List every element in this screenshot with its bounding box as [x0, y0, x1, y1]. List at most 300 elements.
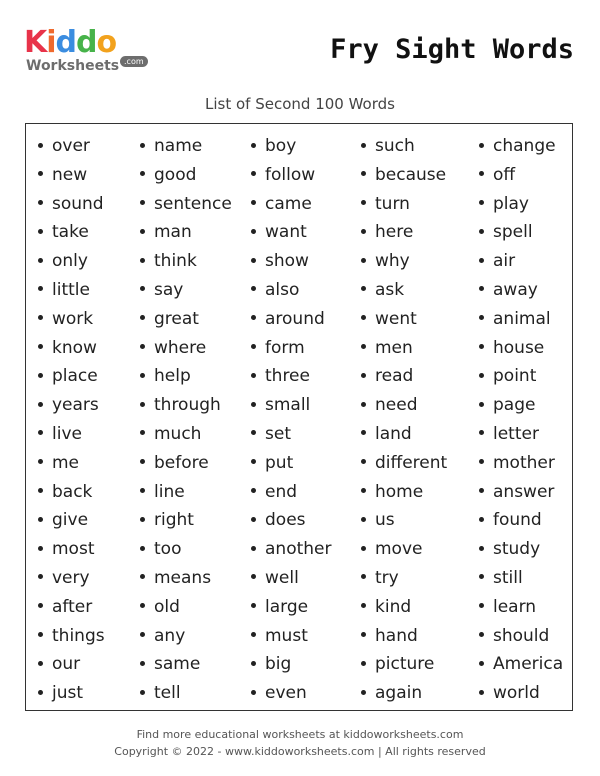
word-item	[38, 535, 105, 564]
word-item	[251, 247, 331, 276]
word-text: change	[493, 136, 556, 156]
word-item	[251, 650, 331, 679]
word-item	[38, 622, 105, 651]
word-text: back	[52, 481, 93, 502]
word-item	[479, 535, 563, 564]
word-text: came	[265, 193, 312, 214]
word-item	[38, 190, 105, 219]
word-item	[361, 362, 447, 391]
bullet-icon	[479, 344, 484, 349]
word-item	[479, 218, 563, 247]
word-item	[140, 679, 232, 708]
word-item	[361, 190, 447, 219]
word-text: because	[375, 164, 447, 185]
word-item	[38, 391, 105, 420]
bullet-icon	[361, 373, 366, 378]
bullet-icon	[479, 315, 484, 320]
word-item	[38, 305, 105, 334]
bullet-icon	[251, 546, 256, 551]
bullet-icon	[361, 546, 366, 551]
word-text: play	[493, 193, 529, 214]
bullet-icon	[251, 632, 256, 637]
bullet-icon	[361, 488, 366, 493]
word-text: study	[493, 539, 541, 560]
kiddo-logo	[24, 25, 144, 74]
word-item	[361, 161, 447, 190]
bullet-icon	[38, 430, 43, 435]
word-item	[479, 650, 563, 679]
bullet-icon	[140, 574, 145, 579]
word-item	[361, 247, 447, 276]
word-item	[361, 535, 447, 564]
word-item	[479, 506, 563, 535]
word-item	[479, 478, 563, 507]
bullet-icon	[251, 171, 256, 176]
word-text: before	[154, 452, 209, 473]
word-text: another	[265, 539, 332, 560]
bullet-icon	[38, 546, 43, 551]
word-text: found	[493, 510, 542, 531]
word-item	[479, 362, 563, 391]
word-item	[361, 391, 447, 420]
word-item	[251, 622, 331, 651]
word-text: large	[265, 596, 309, 617]
bullet-icon	[479, 373, 484, 378]
page-title: Fry Sight Words	[330, 34, 574, 65]
word-text: ask	[375, 279, 405, 300]
word-item	[140, 391, 232, 420]
word-text: me	[52, 452, 80, 473]
bullet-icon	[361, 517, 366, 522]
word-item	[38, 362, 105, 391]
bullet-icon	[140, 661, 145, 666]
word-list-box	[25, 123, 573, 711]
word-item	[251, 506, 331, 535]
bullet-icon	[361, 171, 366, 176]
word-text: sound	[52, 193, 104, 214]
word-text: old	[154, 596, 180, 617]
word-text: help	[154, 366, 191, 387]
word-text: why	[375, 251, 410, 272]
word-text: means	[154, 567, 212, 588]
bullet-icon	[479, 603, 484, 608]
word-text: try	[375, 567, 399, 588]
word-item	[361, 679, 447, 708]
word-item	[479, 161, 563, 190]
list-subtitle: List of Second 100 Words	[205, 95, 395, 113]
word-item	[38, 247, 105, 276]
bullet-icon	[251, 459, 256, 464]
word-column	[38, 132, 105, 708]
bullet-icon	[140, 488, 145, 493]
word-item	[361, 564, 447, 593]
word-text: off	[493, 164, 516, 185]
bullet-icon	[361, 632, 366, 637]
word-text: read	[375, 366, 414, 387]
word-text: again	[375, 683, 423, 704]
bullet-icon	[38, 574, 43, 579]
word-item	[140, 334, 232, 363]
word-text: away	[493, 279, 538, 300]
word-item	[140, 218, 232, 247]
bullet-icon	[140, 402, 145, 407]
word-text: turn	[375, 193, 410, 214]
word-item	[361, 506, 447, 535]
logo-text	[24, 25, 119, 60]
word-item	[479, 132, 563, 161]
bullet-icon	[361, 229, 366, 234]
bullet-icon	[479, 661, 484, 666]
word-item	[361, 218, 447, 247]
word-text: house	[493, 337, 545, 358]
word-item	[38, 218, 105, 247]
bullet-icon	[479, 690, 484, 695]
bullet-icon	[38, 632, 43, 637]
word-text: same	[154, 654, 201, 675]
word-column	[251, 132, 331, 708]
bullet-icon	[251, 344, 256, 349]
word-item	[38, 420, 105, 449]
word-item	[38, 564, 105, 593]
word-text: line	[154, 481, 185, 502]
bullet-icon	[479, 402, 484, 407]
word-item	[361, 593, 447, 622]
word-text: still	[493, 567, 523, 588]
word-text: boy	[265, 136, 297, 156]
word-text: after	[52, 596, 93, 617]
word-text: point	[493, 366, 537, 387]
word-text: say	[154, 279, 184, 300]
bullet-icon	[140, 200, 145, 205]
bullet-icon	[251, 661, 256, 666]
bullet-icon	[251, 143, 256, 148]
word-text: know	[52, 337, 97, 358]
word-item	[479, 420, 563, 449]
bullet-icon	[479, 546, 484, 551]
word-text: went	[375, 308, 417, 329]
word-item	[479, 679, 563, 708]
bullet-icon	[38, 690, 43, 695]
word-text: men	[375, 337, 413, 358]
bullet-icon	[251, 517, 256, 522]
logo-subtext: Worksheets	[26, 58, 120, 74]
word-text: through	[154, 395, 221, 416]
bullet-icon	[140, 430, 145, 435]
bullet-icon	[38, 286, 43, 291]
bullet-icon	[361, 459, 366, 464]
word-text: sentence	[154, 193, 232, 214]
word-item	[251, 218, 331, 247]
bullet-icon	[251, 574, 256, 579]
word-text: live	[52, 423, 82, 444]
footer-line-1: Find more educational worksheets at kiddoworksheets.com	[136, 728, 464, 741]
bullet-icon	[479, 258, 484, 263]
word-item	[251, 478, 331, 507]
word-item	[251, 334, 331, 363]
bullet-icon	[140, 546, 145, 551]
bullet-icon	[479, 286, 484, 291]
word-item	[140, 362, 232, 391]
word-text: want	[265, 222, 307, 243]
word-text: new	[52, 164, 88, 185]
word-item	[140, 276, 232, 305]
word-text: well	[265, 567, 299, 588]
word-text: over	[52, 136, 90, 156]
word-text: put	[265, 452, 294, 473]
logo-letter: o	[96, 25, 117, 60]
word-item	[251, 449, 331, 478]
logo-letter: K	[24, 25, 47, 60]
bullet-icon	[140, 315, 145, 320]
word-text: letter	[493, 423, 539, 444]
word-text: also	[265, 279, 300, 300]
word-text: follow	[265, 164, 316, 185]
word-text: where	[154, 337, 207, 358]
word-item	[251, 161, 331, 190]
word-item	[140, 478, 232, 507]
bullet-icon	[140, 373, 145, 378]
word-text: most	[52, 539, 95, 560]
word-item	[251, 132, 331, 161]
word-item	[361, 305, 447, 334]
word-text: need	[375, 395, 418, 416]
word-item	[140, 305, 232, 334]
word-text: different	[375, 452, 448, 473]
word-text: even	[265, 683, 307, 704]
word-text: form	[265, 337, 305, 358]
bullet-icon	[479, 459, 484, 464]
bullet-icon	[251, 286, 256, 291]
word-item	[38, 132, 105, 161]
word-item	[479, 449, 563, 478]
word-text: think	[154, 251, 197, 272]
word-text: learn	[493, 596, 537, 617]
bullet-icon	[251, 229, 256, 234]
word-text: any	[154, 625, 186, 646]
bullet-icon	[361, 344, 366, 349]
word-text: our	[52, 654, 81, 675]
word-item	[38, 276, 105, 305]
word-item	[479, 564, 563, 593]
bullet-icon	[361, 574, 366, 579]
word-item	[140, 622, 232, 651]
word-text: world	[493, 683, 540, 704]
bullet-icon	[479, 574, 484, 579]
bullet-icon	[479, 430, 484, 435]
bullet-icon	[38, 459, 43, 464]
bullet-icon	[38, 344, 43, 349]
word-item	[140, 132, 232, 161]
bullet-icon	[38, 258, 43, 263]
logo-letter: d	[76, 25, 97, 60]
logo-letter: i	[46, 25, 56, 60]
word-text: man	[154, 222, 192, 243]
word-text: America	[493, 654, 564, 675]
word-text: here	[375, 222, 414, 243]
word-column	[140, 132, 232, 708]
word-item	[251, 305, 331, 334]
bullet-icon	[38, 373, 43, 378]
bullet-icon	[38, 517, 43, 522]
bullet-icon	[251, 430, 256, 435]
word-column	[361, 132, 447, 708]
word-text: should	[493, 625, 550, 646]
word-item	[479, 391, 563, 420]
bullet-icon	[38, 661, 43, 666]
bullet-icon	[38, 143, 43, 148]
bullet-icon	[479, 200, 484, 205]
word-text: kind	[375, 596, 412, 617]
word-text: very	[52, 567, 90, 588]
word-text: home	[375, 481, 424, 502]
word-text: page	[493, 395, 536, 416]
bullet-icon	[38, 488, 43, 493]
bullet-icon	[140, 143, 145, 148]
word-text: air	[493, 251, 516, 272]
word-item	[140, 420, 232, 449]
word-item	[38, 506, 105, 535]
word-item	[361, 449, 447, 478]
bullet-icon	[251, 315, 256, 320]
word-item	[479, 622, 563, 651]
bullet-icon	[140, 632, 145, 637]
word-text: much	[154, 423, 202, 444]
bullet-icon	[361, 258, 366, 263]
bullet-icon	[361, 315, 366, 320]
word-text: picture	[375, 654, 435, 675]
word-item	[38, 478, 105, 507]
word-text: take	[52, 222, 89, 243]
word-item	[251, 362, 331, 391]
word-item	[479, 593, 563, 622]
word-text: big	[265, 654, 292, 675]
bullet-icon	[38, 402, 43, 407]
bullet-icon	[361, 661, 366, 666]
word-text: only	[52, 251, 88, 272]
word-text: place	[52, 366, 98, 387]
bullet-icon	[251, 690, 256, 695]
word-text: three	[265, 366, 310, 387]
word-item	[361, 420, 447, 449]
word-item	[38, 679, 105, 708]
bullet-icon	[251, 488, 256, 493]
word-item	[479, 190, 563, 219]
word-item	[479, 276, 563, 305]
bullet-icon	[361, 143, 366, 148]
word-item	[38, 161, 105, 190]
word-item	[479, 247, 563, 276]
bullet-icon	[251, 402, 256, 407]
word-item	[361, 650, 447, 679]
word-item	[251, 679, 331, 708]
word-text: years	[52, 395, 99, 416]
word-text: end	[265, 481, 298, 502]
bullet-icon	[38, 200, 43, 205]
word-text: us	[375, 510, 395, 531]
bullet-icon	[479, 229, 484, 234]
word-text: does	[265, 510, 306, 531]
bullet-icon	[361, 690, 366, 695]
bullet-icon	[361, 603, 366, 608]
word-item	[140, 190, 232, 219]
word-item	[251, 593, 331, 622]
logo-letter: d	[55, 25, 77, 60]
word-item	[479, 334, 563, 363]
bullet-icon	[38, 315, 43, 320]
bullet-icon	[140, 286, 145, 291]
word-item	[361, 132, 447, 161]
bullet-icon	[140, 459, 145, 464]
word-item	[38, 449, 105, 478]
bullet-icon	[38, 229, 43, 234]
word-text: name	[154, 136, 203, 156]
word-text: such	[375, 136, 415, 156]
bullet-icon	[361, 200, 366, 205]
bullet-icon	[251, 603, 256, 608]
word-text: give	[52, 510, 89, 531]
word-item	[140, 593, 232, 622]
footer-line-2: Copyright © 2022 - www.kiddoworksheets.com | All rights reserved	[114, 745, 486, 758]
word-item	[361, 276, 447, 305]
bullet-icon	[251, 258, 256, 263]
word-item	[38, 334, 105, 363]
bullet-icon	[140, 171, 145, 176]
word-item	[38, 593, 105, 622]
bullet-icon	[251, 200, 256, 205]
logo-com: .com	[120, 56, 148, 67]
bullet-icon	[251, 373, 256, 378]
bullet-icon	[140, 344, 145, 349]
word-column	[479, 132, 563, 708]
bullet-icon	[479, 488, 484, 493]
bullet-icon	[479, 517, 484, 522]
word-item	[38, 650, 105, 679]
word-text: around	[265, 308, 325, 329]
word-item	[361, 622, 447, 651]
word-item	[251, 535, 331, 564]
word-text: move	[375, 539, 423, 560]
word-item	[251, 391, 331, 420]
word-item	[479, 305, 563, 334]
word-text: tell	[154, 683, 181, 704]
bullet-icon	[140, 258, 145, 263]
word-item	[140, 247, 232, 276]
footer	[0, 726, 600, 760]
word-item	[140, 564, 232, 593]
bullet-icon	[38, 171, 43, 176]
word-item	[251, 276, 331, 305]
word-text: right	[154, 510, 194, 531]
bullet-icon	[361, 402, 366, 407]
bullet-icon	[479, 171, 484, 176]
word-text: good	[154, 164, 197, 185]
word-text: spell	[493, 222, 533, 243]
word-item	[251, 190, 331, 219]
word-item	[251, 420, 331, 449]
bullet-icon	[38, 603, 43, 608]
word-text: hand	[375, 625, 418, 646]
word-item	[361, 334, 447, 363]
word-item	[140, 650, 232, 679]
bullet-icon	[479, 143, 484, 148]
bullet-icon	[140, 690, 145, 695]
word-item	[251, 564, 331, 593]
word-text: little	[52, 279, 90, 300]
bullet-icon	[479, 632, 484, 637]
word-text: show	[265, 251, 309, 272]
word-text: animal	[493, 308, 551, 329]
word-text: things	[52, 625, 105, 646]
